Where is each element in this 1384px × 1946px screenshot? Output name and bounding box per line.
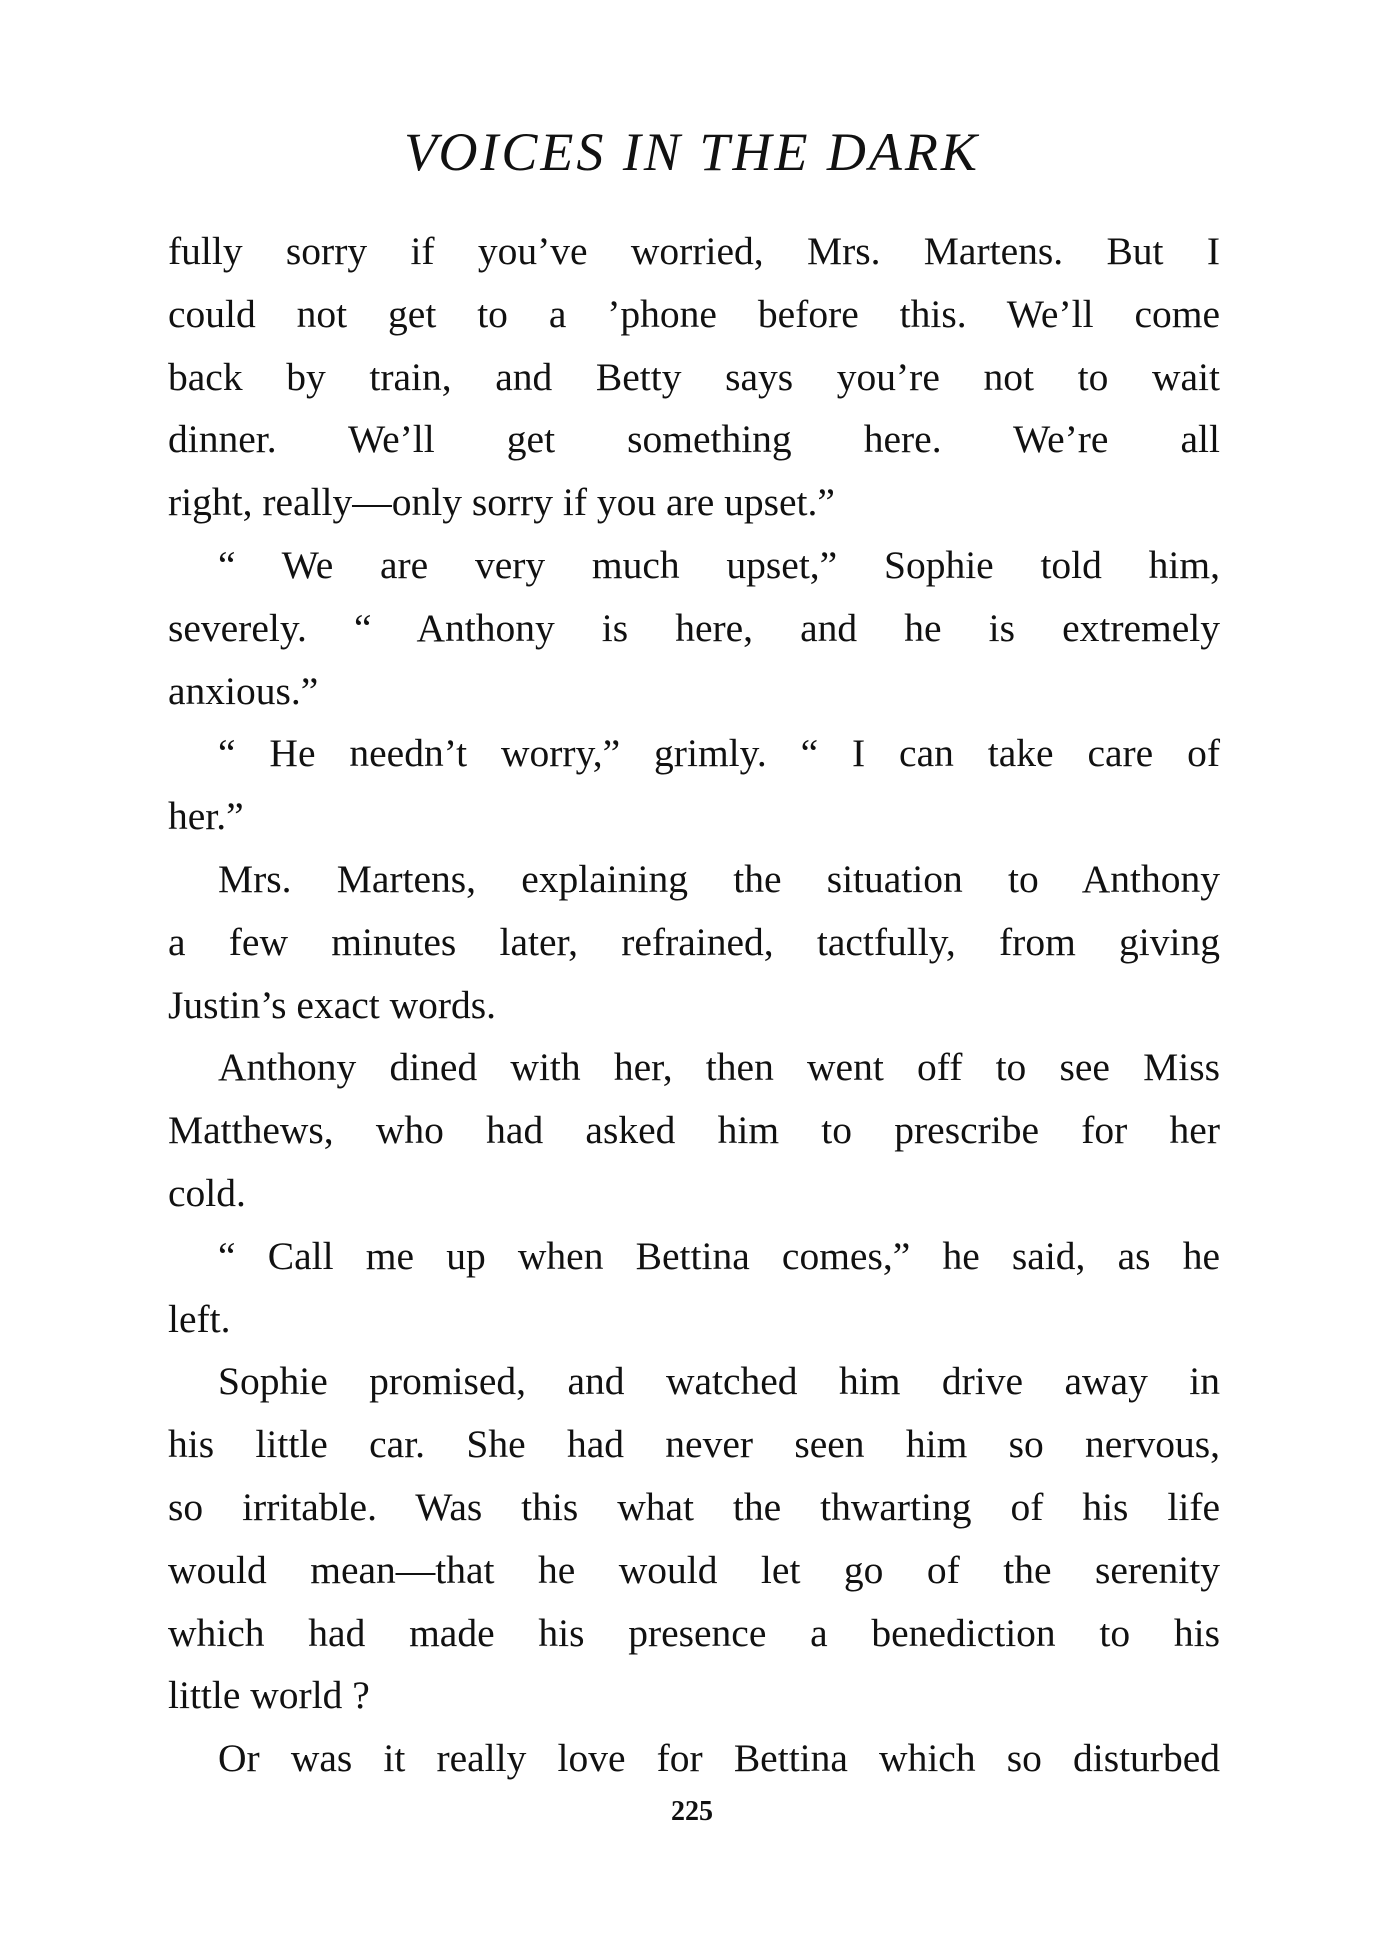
text-line: right, really—only sorry if you are upset.”: [168, 480, 835, 525]
text-line: back by train, and Betty says you’re not to wait: [168, 354, 1220, 399]
text-line: his little car. She had never seen him so nervous,: [168, 1422, 1220, 1467]
text-line: severely. “ Anthony is here, and he is extremely: [168, 605, 1220, 650]
running-title: VOICES IN THE DARK: [404, 122, 980, 182]
text-line: “ He needn’t worry,” grimly. “ I can take care of: [218, 731, 1220, 776]
text-line: which had made his presence a benediction to his: [168, 1610, 1220, 1655]
text-line: Mrs. Martens, explaining the situation to Anthony: [218, 856, 1220, 901]
text-line: fully sorry if you’ve worried, Mrs. Martens. But I: [168, 229, 1220, 273]
text-line: Sophie promised, and watched him drive away in: [218, 1359, 1220, 1404]
page-number: 225: [671, 1796, 713, 1827]
text-line: dinner. We’ll get something here. We’re all: [168, 417, 1220, 462]
text-line: Matthews, who had asked him to prescribe for her: [168, 1108, 1220, 1153]
text-line: Or was it really love for Bettina which so disturbed: [218, 1736, 1220, 1781]
text-line: “ We are very much upset,” Sophie told him,: [218, 542, 1220, 587]
text-line: cold.: [168, 1170, 246, 1215]
text-line: Justin’s exact words.: [168, 982, 497, 1027]
text-line: so irritable. Was this what the thwarting of his life: [168, 1484, 1220, 1529]
text-line: could not get to a ’phone before this. We’ll come: [168, 291, 1220, 336]
text-line: anxious.”: [168, 668, 319, 713]
text-line: little world ?: [168, 1673, 370, 1718]
body-text: [168, 220, 1220, 1790]
text-line: a few minutes later, refrained, tactfully, from giving: [168, 919, 1220, 964]
text-line: her.”: [168, 794, 244, 839]
text-line: left.: [168, 1296, 231, 1341]
text-line: would mean—that he would let go of the serenity: [168, 1547, 1220, 1592]
text-line: “ Call me up when Bettina comes,” he said, as he: [218, 1233, 1220, 1278]
text-line: Anthony dined with her, then went off to see Miss: [218, 1045, 1220, 1090]
